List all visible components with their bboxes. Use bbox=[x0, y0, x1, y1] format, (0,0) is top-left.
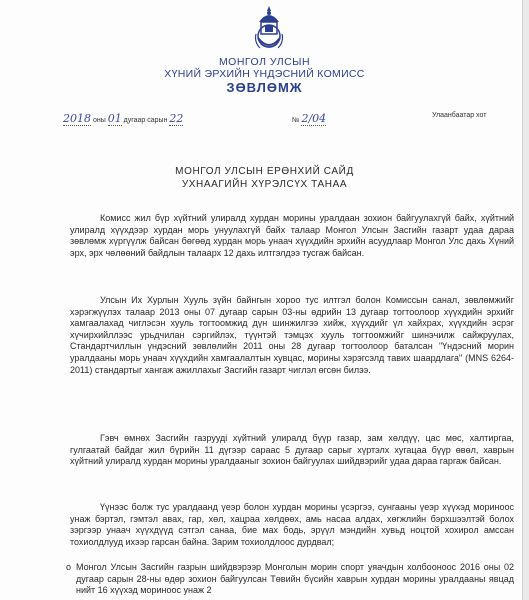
number-label: № bbox=[292, 117, 300, 124]
header-doc-type: ЗӨВЛӨМЖ bbox=[226, 80, 303, 95]
paragraph-1: Комисс жил бүр хүйтний улиралд хурдан морины уралдаан зохион байгуулахгүй байх, хүйтний улиралд хүүхдээр хурдан морь унуулахгүй байх талаар Монгол Улсын Засгийн газарт удаа дараа зөвлөмж хүргүүлж байсан бөгөөд хурдан морь унаач хүүхдийн эрхийн асуудлаар Монгол Улс дахь Хүний эрх, эрх чөлөөний байдлын талаарх 12 дахь илтгэлдээ тусгаж байсан. bbox=[70, 213, 514, 258]
date-year-suffix: оны bbox=[92, 117, 106, 124]
state-emblem-icon bbox=[251, 4, 287, 54]
paragraph-4: Үүнээс болж тус уралдаанд үеэр болон хурдан морины үсэргээ, сунгааны үеэр хүүхэд мориноос унаж бэртэл, гэмтэл авах, гар, хөл, хацраа хөлдөөх, амь насаа алдах, хөгжлийн бэрхшээлтэй болох зэргээр унаач хүүхдүүд сэтгэл санаа, бие мах бодь, эрүүл мэндийн хувьд ноцтой хохирол амссан тохиолдлууд ихээр гарсан байна. Зарим тохиолдлоос дурдвал; bbox=[70, 502, 514, 547]
scrollbar-track[interactable] bbox=[523, 0, 529, 600]
addressee-line2: УХНААГИЙН ХҮРЭЛСҮХ ТАНАА bbox=[181, 179, 348, 190]
header-country: МОНГОЛ УЛСЫН bbox=[218, 56, 311, 68]
date-month: 01 bbox=[107, 112, 122, 125]
paragraph-3: Гэвч өмнөх Засгийн газруудi хүйтний улиралд бүүр газар, зам хөлдүү, цас мөс, халтиргаа, гулгаатай байдаг жил бүрийн 11 дүгээр сараас 5 дугаар сарыг хүртэлх хугацаа бүүр өвөл, хаврын хүйтний улиралд хурдан морины уралдааныг зохион байгуулах шийдвэрийг удаа дараа гаргаж байсан. bbox=[70, 433, 514, 467]
reference-city: Улаанбаатар хот bbox=[432, 112, 487, 119]
header-commission: ХҮНИЙ ЭРХИЙН ҮНДЭСНИЙ КОМИСС bbox=[164, 68, 365, 80]
reference-number bbox=[292, 112, 326, 126]
date-year: 2018 bbox=[63, 112, 91, 125]
list-item-1: Монгол Улсын Засгийн газрын шийдвэрээр Монголын морин спорт уяачдын холбооноос 2016 оны 02 дугаар сарын 28-ны өдөр зохион байгуулсан Төвийн бүсийн хаврын хурдан морины уралдааны явцад нийт 16 хүүхэд мориноос унаж 2 bbox=[76, 562, 514, 596]
list-bullet: o bbox=[66, 562, 72, 572]
addressee-line1: МОНГОЛ УЛСЫН ЕРӨНХИЙ САЙД bbox=[175, 166, 354, 177]
number-value: 2/04 bbox=[301, 112, 327, 125]
date-day: 22 bbox=[169, 112, 184, 125]
reference-date bbox=[63, 112, 183, 126]
date-month-suffix: дугаар сарын bbox=[123, 117, 168, 124]
paragraph-2: Улсын Их Хурлын Хууль зүйн байнгын хороо тус илтгэл болон Комиссын санал, зөвлөмжийг хэрэгжүүлэх талаар 2013 оны 07 дугаар сарын 03-ны өдрийн 13 дугаар тогтоолоор хүүхдийн эрхийг хамгаалахад чиглэсэн хууль тогтоомжид дүн шинжилгээ хийж, хүүхдийг үл хайхрах, хүүхдийн эсрэг хүчирхийллээс урьдчилан сэргийлэх, түүнтэй тэмцэх хууль тогтоомжийг шинэчилж сайжруулах, Стандартчиллын үндэсний зөвлөлийн 2011 оны 28 дугаар тогтоолоор баталсан "Үндэсний морин уралдааны морь унаач хүүхдийн хамгаалалтын хувцас, морины хэрэгсэлд тавих шаардлага" (MNS 6264-2011) стандартыг хангаж ажиллахыг Засгийн газарт чиглэл өгсөн билээ. bbox=[70, 295, 514, 375]
